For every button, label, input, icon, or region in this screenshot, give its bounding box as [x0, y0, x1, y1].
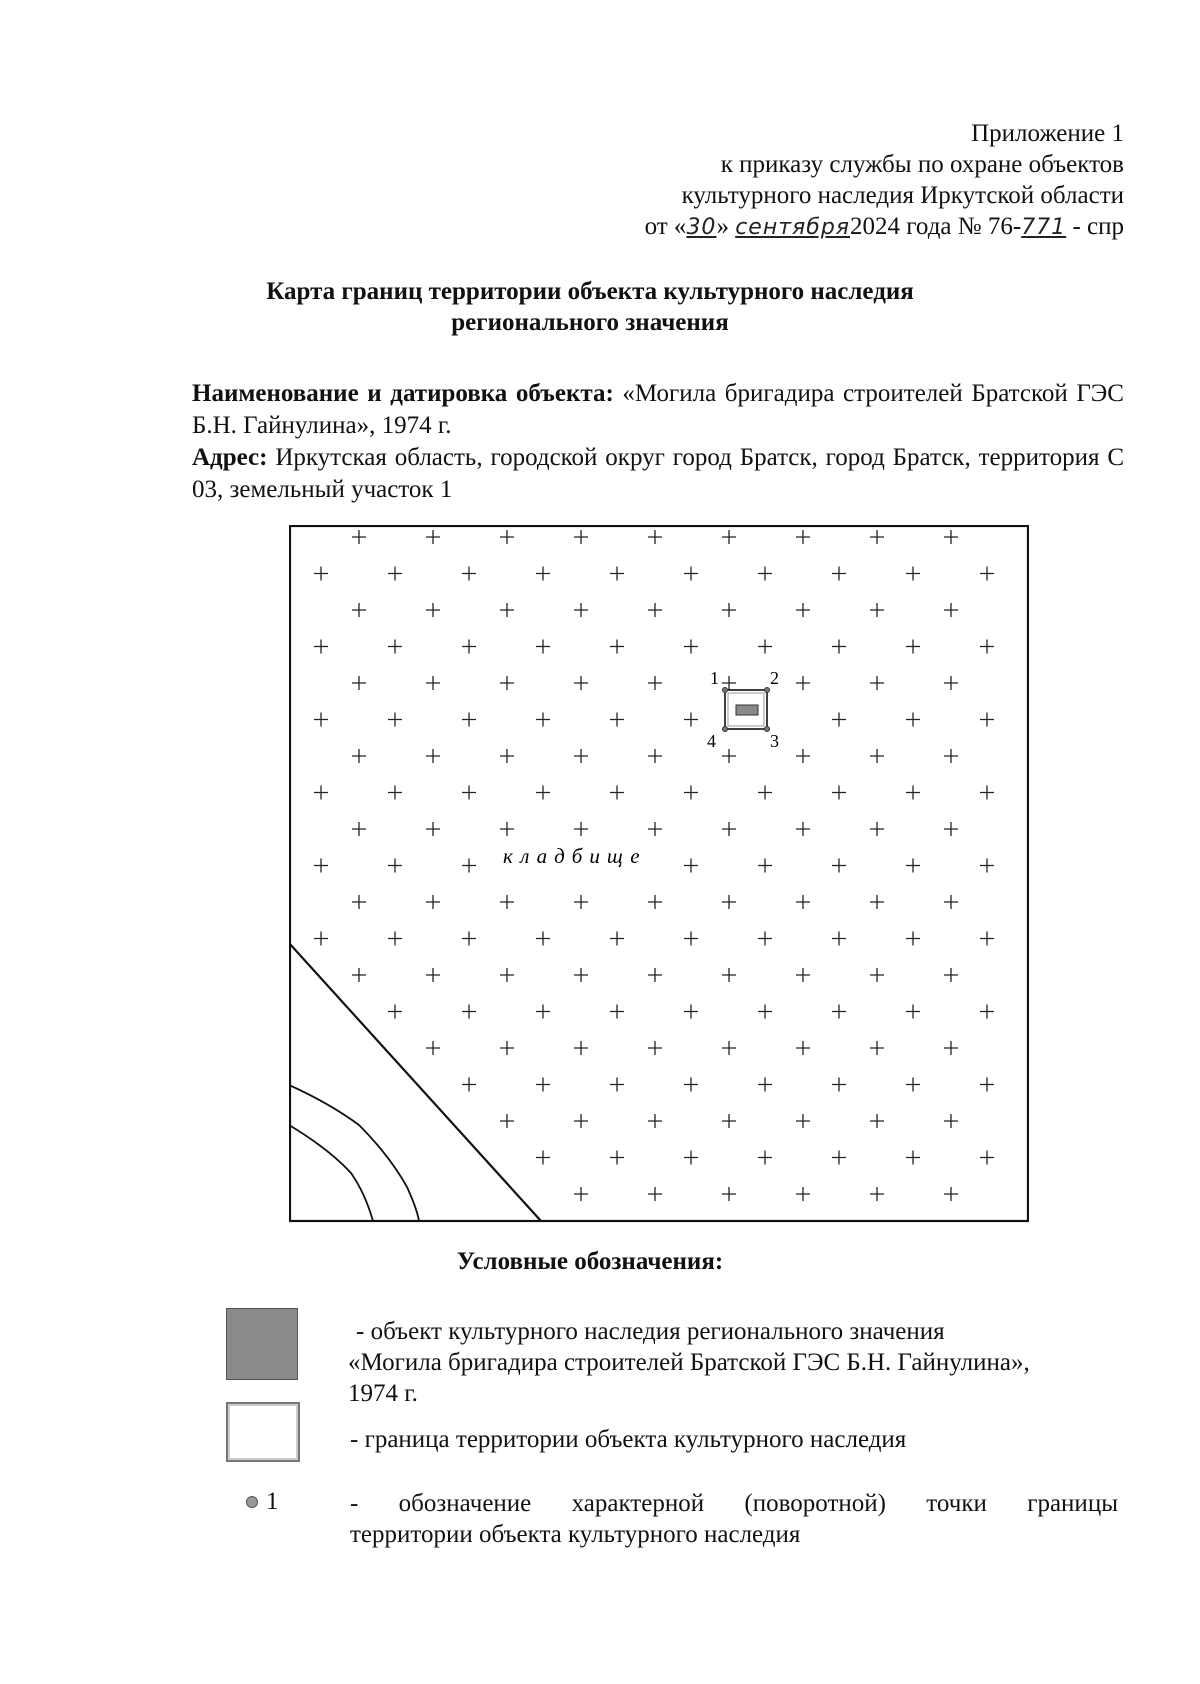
cross-mark: [906, 1005, 920, 1019]
cross-mark: [574, 895, 588, 909]
cross-mark: [462, 713, 476, 727]
legend-boundary-text: - граница территории объекта культурного наследия: [350, 1426, 907, 1453]
cross-mark: [648, 968, 662, 982]
cross-mark: [426, 1041, 440, 1055]
cross-mark: [980, 713, 994, 727]
cross-mark: [980, 786, 994, 800]
cross-mark: [796, 603, 810, 617]
appendix-date-line: [424, 211, 1124, 243]
cross-mark: [574, 676, 588, 690]
cross-mark: [314, 932, 328, 946]
cross-mark: [944, 676, 958, 690]
cross-mark: [906, 932, 920, 946]
point-label-2: 2: [770, 668, 779, 688]
cross-mark: [758, 859, 772, 873]
cross-mark: [906, 1151, 920, 1165]
cross-mark: [832, 932, 846, 946]
cross-mark: [536, 1078, 550, 1092]
cross-mark: [388, 786, 402, 800]
appendix-line-2: к приказу службы по охране объектов: [720, 151, 1124, 178]
cross-mark: [610, 1151, 624, 1165]
object-name-paragraph: [192, 378, 1124, 442]
object-name-value: «Могила бригадира строителей Братской ГЭС Б.Н. Гайнулина», 1974 г.: [192, 380, 1124, 439]
cross-mark: [796, 1187, 810, 1201]
cross-mark: [832, 1151, 846, 1165]
cross-mark: [352, 895, 366, 909]
legend-point-line-2: территории объекта культурного наследия: [350, 1521, 801, 1548]
cross-mark: [536, 567, 550, 581]
cross-mark: [388, 713, 402, 727]
cross-mark: [426, 968, 440, 982]
cross-mark: [648, 1041, 662, 1055]
cross-mark: [500, 822, 514, 836]
cross-mark: [648, 1187, 662, 1201]
legend-boundary-swatch: [226, 1402, 300, 1462]
legend-object-swatch: [226, 1308, 298, 1380]
cross-mark: [796, 1041, 810, 1055]
cross-mark: [500, 968, 514, 982]
cross-mark: [462, 640, 476, 654]
cross-mark: [832, 859, 846, 873]
cross-mark: [758, 1005, 772, 1019]
cross-mark: [944, 749, 958, 763]
cross-mark: [500, 749, 514, 763]
date-day: 30: [686, 215, 717, 240]
cross-mark: [980, 640, 994, 654]
cross-mark: [722, 822, 736, 836]
cross-mark: [610, 1005, 624, 1019]
cross-mark: [684, 1078, 698, 1092]
cross-mark: [648, 822, 662, 836]
cross-mark: [758, 567, 772, 581]
cross-mark: [796, 822, 810, 836]
date-prefix: от «: [644, 213, 687, 240]
cross-mark: [870, 676, 884, 690]
cross-mark: [722, 1114, 736, 1128]
point-label-3: 3: [770, 731, 779, 751]
cross-mark: [574, 1187, 588, 1201]
cross-mark: [610, 713, 624, 727]
cross-mark: [648, 603, 662, 617]
cross-mark: [906, 859, 920, 873]
cross-mark: [944, 530, 958, 544]
cross-mark: [648, 749, 662, 763]
cross-mark: [796, 968, 810, 982]
cross-mark: [352, 603, 366, 617]
cross-mark: [722, 530, 736, 544]
cross-mark: [944, 1187, 958, 1201]
cross-mark: [352, 530, 366, 544]
cross-mark: [722, 1041, 736, 1055]
appendix-block: [424, 118, 1124, 243]
document-title: [190, 276, 990, 338]
cross-mark: [426, 530, 440, 544]
turn-point-2: [765, 688, 770, 693]
cross-mark: [462, 786, 476, 800]
point-label-4: 4: [707, 731, 716, 751]
cross-mark: [500, 530, 514, 544]
cross-mark: [352, 676, 366, 690]
cross-mark: [870, 603, 884, 617]
cross-mark: [944, 822, 958, 836]
address-paragraph: [192, 442, 1124, 506]
cross-mark: [684, 713, 698, 727]
cross-mark: [462, 567, 476, 581]
cross-mark: [426, 676, 440, 690]
cross-mark: [500, 676, 514, 690]
legend-object-line-2: «Могила бригадира строителей Братской ГЭС Б.Н. Гайнулина»,: [348, 1349, 1030, 1376]
cross-mark: [796, 1114, 810, 1128]
cross-mark: [536, 786, 550, 800]
cross-mark: [500, 1041, 514, 1055]
cross-mark: [314, 713, 328, 727]
appendix-line-3: культурного наследия Иркутской области: [681, 182, 1124, 209]
cross-mark: [906, 567, 920, 581]
cross-mark: [796, 530, 810, 544]
cross-mark: [758, 640, 772, 654]
cross-mark: [388, 859, 402, 873]
cross-mark: [722, 895, 736, 909]
cross-mark: [684, 567, 698, 581]
cross-mark: [758, 1078, 772, 1092]
cross-mark: [832, 713, 846, 727]
cross-mark: [684, 1005, 698, 1019]
turn-point-3: [765, 727, 770, 732]
cross-mark: [500, 1114, 514, 1128]
cross-mark: [870, 968, 884, 982]
cemetery-label: кладбище: [503, 844, 647, 868]
cross-mark: [684, 640, 698, 654]
cross-mark: [352, 968, 366, 982]
cross-mark: [796, 749, 810, 763]
turn-point-4: [723, 727, 728, 732]
cross-mark: [574, 530, 588, 544]
address-label: Адрес:: [192, 444, 268, 471]
cross-mark: [574, 968, 588, 982]
cross-mark: [906, 1078, 920, 1092]
cross-mark: [980, 1005, 994, 1019]
cross-mark: [462, 859, 476, 873]
cross-mark: [684, 932, 698, 946]
turn-point-1: [723, 688, 728, 693]
address-value: Иркутская область, городской округ город Братск, город Братск, территория С 03, земельный участок 1: [192, 444, 1124, 503]
cross-mark: [870, 749, 884, 763]
cross-mark: [870, 1114, 884, 1128]
cross-mark: [796, 676, 810, 690]
date-year: 2024 года № 76-: [850, 213, 1022, 240]
legend-title: Условные обозначения:: [456, 1248, 724, 1275]
cross-mark: [426, 749, 440, 763]
cross-mark: [832, 567, 846, 581]
cross-mark: [388, 1005, 402, 1019]
title-line-1: Карта границ территории объекта культурного наследия: [266, 278, 914, 305]
cross-mark: [980, 859, 994, 873]
cross-mark: [610, 567, 624, 581]
cross-mark: [314, 859, 328, 873]
order-suffix: - спр: [1066, 213, 1124, 240]
cross-mark: [648, 676, 662, 690]
legend-point-number: 1: [266, 1488, 279, 1515]
cross-mark: [574, 603, 588, 617]
cross-mark: [648, 530, 662, 544]
legend-point-symbol: [246, 1488, 279, 1516]
date-month: сентября: [735, 215, 851, 240]
cross-mark: [980, 932, 994, 946]
cross-mark: [944, 1114, 958, 1128]
cross-mark: [684, 1151, 698, 1165]
cross-mark: [314, 567, 328, 581]
cross-mark: [832, 640, 846, 654]
cross-mark: [722, 968, 736, 982]
cross-mark: [684, 786, 698, 800]
cross-mark: [426, 822, 440, 836]
cross-mark: [944, 968, 958, 982]
cross-mark: [980, 1078, 994, 1092]
boundary-map: [289, 525, 1029, 1225]
legend-object-line-1: - объект культурного наследия регионального значения: [356, 1318, 945, 1345]
cross-mark: [944, 603, 958, 617]
cross-mark: [906, 713, 920, 727]
cross-mark: [906, 786, 920, 800]
cross-mark: [500, 603, 514, 617]
object-name-label: Наименование и датировка объекта:: [192, 380, 614, 407]
cross-mark: [980, 567, 994, 581]
legend-point-line-1: - обозначение характерной (поворотной) точки границы: [350, 1490, 1118, 1517]
cross-mark: [870, 822, 884, 836]
cross-mark: [352, 749, 366, 763]
cross-mark: [722, 749, 736, 763]
cross-mark: [758, 932, 772, 946]
cross-mark: [314, 786, 328, 800]
cross-mark: [870, 530, 884, 544]
cross-mark: [574, 822, 588, 836]
cross-mark: [500, 895, 514, 909]
cross-mark: [574, 1114, 588, 1128]
cross-mark: [944, 895, 958, 909]
cross-mark: [610, 640, 624, 654]
cross-mark: [722, 1187, 736, 1201]
cross-mark: [352, 822, 366, 836]
cross-mark: [388, 640, 402, 654]
cross-mark: [574, 1041, 588, 1055]
cross-mark: [426, 895, 440, 909]
date-mid: »: [716, 213, 736, 240]
legend-object-line-3: 1974 г.: [348, 1380, 418, 1407]
cross-mark: [426, 603, 440, 617]
cross-mark: [462, 932, 476, 946]
cross-mark: [870, 1041, 884, 1055]
cross-mark: [536, 932, 550, 946]
cross-mark: [870, 1187, 884, 1201]
cross-mark: [832, 786, 846, 800]
cross-mark: [610, 932, 624, 946]
point-label-1: 1: [710, 668, 719, 688]
cross-mark: [536, 1151, 550, 1165]
cross-mark: [648, 895, 662, 909]
cross-mark: [684, 859, 698, 873]
cross-mark: [536, 1005, 550, 1019]
cross-mark: [832, 1078, 846, 1092]
cross-mark: [388, 932, 402, 946]
point-dot-icon: [246, 1496, 258, 1508]
cross-mark: [944, 1041, 958, 1055]
cross-mark: [462, 1005, 476, 1019]
cross-mark: [610, 786, 624, 800]
cross-mark: [758, 1151, 772, 1165]
cross-mark: [536, 640, 550, 654]
cross-mark: [832, 1005, 846, 1019]
cross-mark: [980, 1151, 994, 1165]
cross-mark: [906, 640, 920, 654]
cross-mark: [722, 603, 736, 617]
cross-mark: [758, 786, 772, 800]
cross-mark: [648, 1114, 662, 1128]
cross-mark: [314, 640, 328, 654]
order-number: 771: [1021, 215, 1067, 240]
appendix-line-1: Приложение 1: [971, 120, 1124, 147]
heritage-object: [736, 705, 758, 715]
cross-mark: [610, 1078, 624, 1092]
cross-mark: [574, 749, 588, 763]
cross-mark: [536, 713, 550, 727]
cross-mark: [796, 895, 810, 909]
cross-mark: [870, 895, 884, 909]
cross-mark: [388, 567, 402, 581]
title-line-2: регионального значения: [451, 309, 729, 336]
cross-mark: [462, 1078, 476, 1092]
